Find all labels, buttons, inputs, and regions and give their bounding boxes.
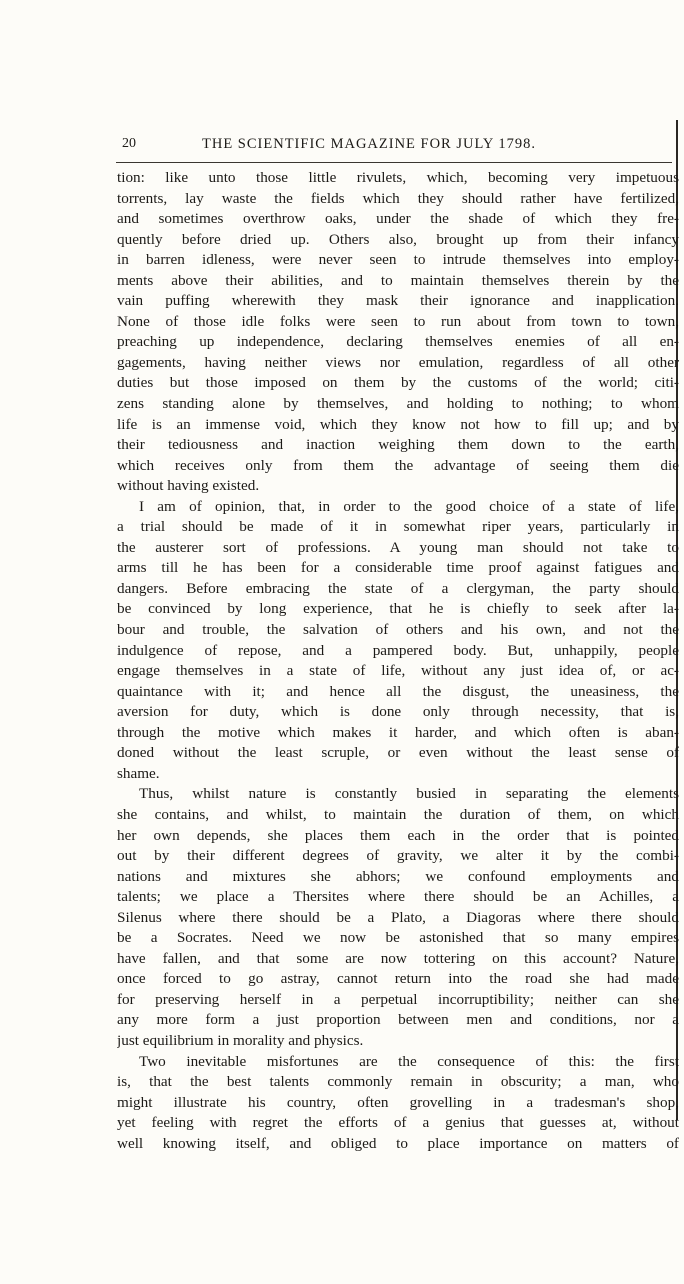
text-line: is, that the best talents commonly remain in obscurity; a man, who — [117, 1073, 679, 1091]
running-header — [122, 136, 670, 158]
text-line: aversion for duty, which is done only through necessity, that is, — [117, 703, 679, 721]
text-line: indulgence of repose, and a pampered body. But, unhappily, people — [117, 641, 679, 659]
text-line: well knowing itself, and obliged to place importance on matters of — [117, 1134, 679, 1152]
text-line: and sometimes overthrow oaks, under the shade of which they fre- — [117, 210, 679, 228]
text-line: be a Socrates. Need we now be astonished that so many empires — [117, 929, 679, 947]
text-line: their tediousness and inaction weighing them down to the earth, — [117, 436, 679, 454]
body-text — [117, 168, 679, 1154]
text-line: preaching up independence, declaring themselves enemies of all en- — [117, 333, 679, 351]
text-line: out by their different degrees of gravity, we alter it by the combi- — [117, 847, 679, 865]
text-line: a trial should be made of it in somewhat riper years, particularly in — [117, 518, 679, 536]
text-line: the austerer sort of professions. A young man should not take to — [117, 538, 679, 556]
text-line: life is an immense void, which they know not how to fill up; and by — [117, 415, 679, 433]
text-line: through the motive which makes it harder, and which often is aban- — [117, 723, 679, 741]
text-line: talents; we place a Thersites where there should be an Achilles, a — [117, 888, 679, 906]
text-line: shame. — [117, 764, 160, 782]
text-line: duties but those imposed on them by the customs of the world; citi- — [117, 374, 679, 392]
text-line: nations and mixtures she abhors; we confound employments and — [117, 867, 679, 885]
text-line: once forced to go astray, cannot return into the road she had made — [117, 970, 679, 988]
text-line: zens standing alone by themselves, and holding to nothing; to whom — [117, 395, 679, 413]
text-line: torrents, lay waste the fields which they should rather have fertilized, — [117, 189, 679, 207]
text-line: which receives only from them the advantage of seeing them die — [117, 456, 679, 474]
header-rule — [116, 162, 672, 163]
text-line: ments above their abilities, and to maintain themselves therein by the — [117, 271, 679, 289]
text-line: None of those idle folks were seen to run about from town to town, — [117, 312, 679, 330]
paragraph-start-line: Thus, whilst nature is constantly busied in separating the elements — [139, 785, 679, 803]
text-line: bour and trouble, the salvation of others and his own, and not the — [117, 621, 679, 639]
text-line: tion: like unto those little rivulets, which, becoming very impetuous — [117, 169, 679, 186]
text-line: yet feeling with regret the efforts of a genius that guesses at, without — [117, 1114, 679, 1132]
text-line: in barren idleness, were never seen to intrude themselves into employ- — [117, 251, 679, 269]
text-line: without having existed. — [117, 477, 260, 495]
text-line: she contains, and whilst, to maintain the duration of them, on which — [117, 805, 679, 823]
text-line: doned without the least scruple, or even without the least sense of — [117, 744, 679, 762]
text-line: quently before dried up. Others also, brought up from their infancy — [117, 230, 679, 248]
text-line: vain puffing wherewith they mask their ignorance and inapplication. — [117, 292, 679, 310]
text-line: any more form a just proportion between men and conditions, nor a — [117, 1011, 679, 1029]
text-line: engage themselves in a state of life, without any just idea of, or ac- — [117, 662, 679, 680]
text-line: her own depends, she places them each in the order that is pointed — [117, 826, 679, 844]
text-line: quaintance with it; and hence all the disgust, the uneasiness, the — [117, 682, 679, 700]
text-line: dangers. Before embracing the state of a clergyman, the party should — [117, 579, 679, 597]
running-title: THE SCIENTIFIC MAGAZINE FOR JULY 1798. — [202, 136, 537, 152]
text-line: gagements, having neither views nor emulation, regardless of all other — [117, 353, 679, 371]
text-line: have fallen, and that some are now tottering on this account? Nature, — [117, 949, 679, 967]
page-number: 20 — [122, 136, 136, 151]
text-line: just equilibrium in morality and physics. — [117, 1031, 364, 1049]
paragraph-start-line: I am of opinion, that, in order to the good choice of a state of life, — [139, 497, 679, 515]
text-line: might illustrate his country, often grovelling in a tradesman's shop, — [117, 1093, 679, 1111]
text-line: for preserving herself in a perpetual incorruptibility; neither can she — [117, 990, 679, 1008]
text-line: be convinced by long experience, that he is chiefly to seek after la- — [117, 600, 679, 618]
text-line: arms till he has been for a considerable time proof against fatigues and — [117, 559, 679, 577]
paragraph-start-line: Two inevitable misfortunes are the consequence of this: the first — [139, 1052, 679, 1070]
text-line: Silenus where there should be a Plato, a Diagoras where there should — [117, 908, 679, 926]
